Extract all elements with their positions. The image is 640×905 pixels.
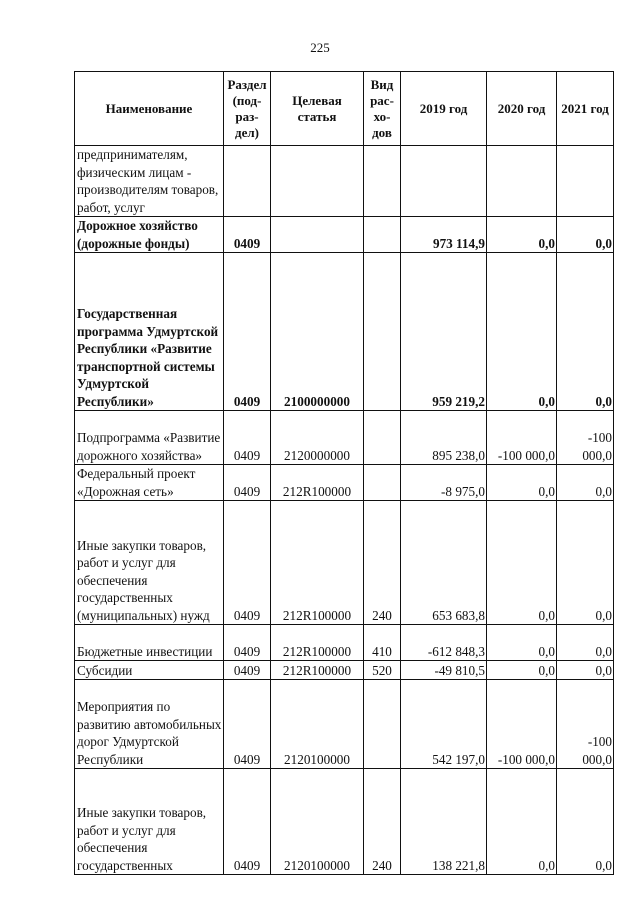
row-tselevaya: 2120100000 bbox=[271, 680, 364, 769]
table-header-row bbox=[75, 72, 614, 146]
header-name: Наименование bbox=[75, 72, 224, 146]
row-2021: 0,0 bbox=[557, 625, 614, 661]
row-razdel bbox=[224, 146, 271, 217]
row-2019: 959 219,2 bbox=[401, 253, 487, 411]
row-2020: 0,0 bbox=[487, 501, 557, 625]
row-2021: -100 000,0 bbox=[557, 411, 614, 465]
row-vid bbox=[364, 465, 401, 501]
row-name: предпринимателям, физическим лицам - производителям товаров, работ, услуг bbox=[75, 146, 224, 217]
row-razdel: 0409 bbox=[224, 625, 271, 661]
row-tselevaya: 212R100000 bbox=[271, 465, 364, 501]
row-2021: 0,0 bbox=[557, 769, 614, 875]
row-2019: 653 683,8 bbox=[401, 501, 487, 625]
row-tselevaya: 212R100000 bbox=[271, 625, 364, 661]
row-2020: 0,0 bbox=[487, 253, 557, 411]
row-razdel: 0409 bbox=[224, 769, 271, 875]
row-tselevaya: 212R100000 bbox=[271, 661, 364, 680]
row-2020: -100 000,0 bbox=[487, 680, 557, 769]
row-2019: 542 197,0 bbox=[401, 680, 487, 769]
row-vid: 240 bbox=[364, 769, 401, 875]
header-2019: 2019 год bbox=[401, 72, 487, 146]
row-name: Федеральный проект «Дорожная сеть» bbox=[75, 465, 224, 501]
row-2019: -612 848,3 bbox=[401, 625, 487, 661]
row-razdel: 0409 bbox=[224, 680, 271, 769]
page-number: 225 bbox=[310, 40, 330, 55]
row-razdel: 0409 bbox=[224, 217, 271, 253]
row-vid bbox=[364, 253, 401, 411]
row-name: Бюджетные инвестиции bbox=[75, 625, 224, 661]
row-name: Иные закупки товаров, работ и услуг для обеспечения государственных bbox=[75, 769, 224, 875]
row-razdel: 0409 bbox=[224, 501, 271, 625]
row-2020 bbox=[487, 146, 557, 217]
header-tselevaya: Целевая статья bbox=[271, 72, 364, 146]
table-row bbox=[75, 146, 614, 217]
row-2019 bbox=[401, 146, 487, 217]
row-2021: 0,0 bbox=[557, 217, 614, 253]
row-2020: 0,0 bbox=[487, 625, 557, 661]
row-tselevaya bbox=[271, 217, 364, 253]
row-name: Подпрограмма «Развитие дорожного хозяйства» bbox=[75, 411, 224, 465]
row-tselevaya: 2100000000 bbox=[271, 253, 364, 411]
row-2019: 973 114,9 bbox=[401, 217, 487, 253]
row-vid: 410 bbox=[364, 625, 401, 661]
row-vid bbox=[364, 146, 401, 217]
row-vid bbox=[364, 217, 401, 253]
budget-table bbox=[74, 71, 614, 875]
row-tselevaya bbox=[271, 146, 364, 217]
row-2019: -8 975,0 bbox=[401, 465, 487, 501]
row-razdel: 0409 bbox=[224, 465, 271, 501]
header-vid: Вид рас-хо-дов bbox=[364, 72, 401, 146]
row-2020: 0,0 bbox=[487, 217, 557, 253]
row-vid bbox=[364, 411, 401, 465]
header-razdel: Раздел (под-раз-дел) bbox=[224, 72, 271, 146]
row-2021: 0,0 bbox=[557, 501, 614, 625]
table-row bbox=[75, 411, 614, 465]
row-name: Иные закупки товаров, работ и услуг для обеспечения государственных (муниципальных) нужд bbox=[75, 501, 224, 625]
table-row bbox=[75, 217, 614, 253]
row-2019: 895 238,0 bbox=[401, 411, 487, 465]
table-row bbox=[75, 769, 614, 875]
header-2020: 2020 год bbox=[487, 72, 557, 146]
row-2020: -100 000,0 bbox=[487, 411, 557, 465]
table-row bbox=[75, 465, 614, 501]
header-2021: 2021 год bbox=[557, 72, 614, 146]
row-2019: 138 221,8 bbox=[401, 769, 487, 875]
row-tselevaya: 212R100000 bbox=[271, 501, 364, 625]
row-2021: 0,0 bbox=[557, 465, 614, 501]
row-tselevaya: 2120000000 bbox=[271, 411, 364, 465]
row-razdel: 0409 bbox=[224, 411, 271, 465]
row-2021: 0,0 bbox=[557, 661, 614, 680]
row-vid: 520 bbox=[364, 661, 401, 680]
row-razdel: 0409 bbox=[224, 253, 271, 411]
row-2020: 0,0 bbox=[487, 661, 557, 680]
row-name: Дорожное хозяйство (дорожные фонды) bbox=[75, 217, 224, 253]
row-tselevaya: 2120100000 bbox=[271, 769, 364, 875]
row-vid bbox=[364, 680, 401, 769]
row-2020: 0,0 bbox=[487, 769, 557, 875]
row-2021: -100 000,0 bbox=[557, 680, 614, 769]
row-2019: -49 810,5 bbox=[401, 661, 487, 680]
row-2021: 0,0 bbox=[557, 253, 614, 411]
row-razdel: 0409 bbox=[224, 661, 271, 680]
table-row bbox=[75, 253, 614, 411]
table-row bbox=[75, 661, 614, 680]
table-row bbox=[75, 625, 614, 661]
table-row bbox=[75, 501, 614, 625]
row-name: Мероприятия по развитию автомобильных дорог Удмуртской Республики bbox=[75, 680, 224, 769]
row-name: Субсидии bbox=[75, 661, 224, 680]
row-2021 bbox=[557, 146, 614, 217]
row-name: Государственная программа Удмуртской Республики «Развитие транспортной системы Удмуртской Республики» bbox=[75, 253, 224, 411]
row-vid: 240 bbox=[364, 501, 401, 625]
row-2020: 0,0 bbox=[487, 465, 557, 501]
table-row bbox=[75, 680, 614, 769]
